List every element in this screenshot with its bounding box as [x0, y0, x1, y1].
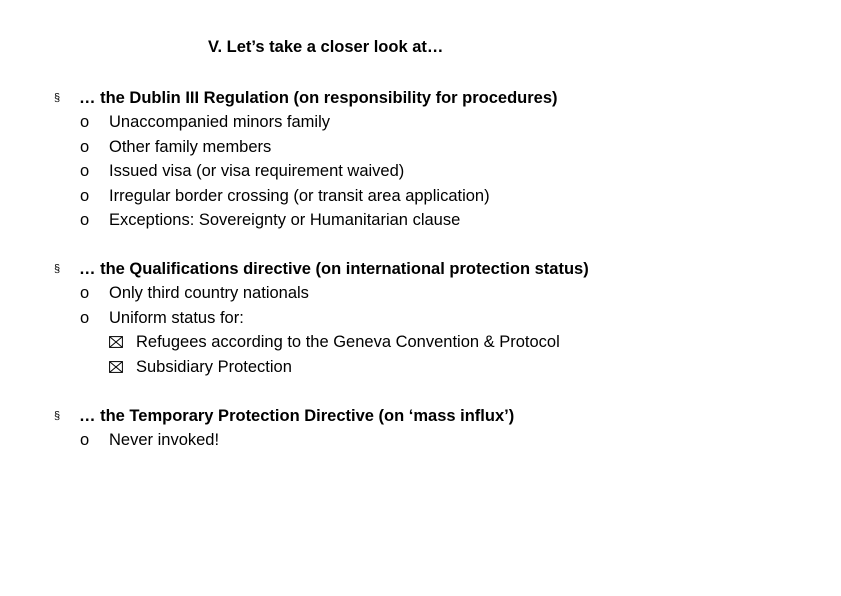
section-heading-row: [0, 404, 841, 428]
circle-bullet-icon: o: [80, 431, 90, 450]
list-item-text: Other family members: [109, 137, 272, 156]
boxed-x-icon: [109, 336, 123, 348]
section-heading-row: [0, 86, 841, 110]
square-bullet-icon: §: [54, 92, 61, 104]
section-dublin: [0, 86, 841, 232]
sub-list-item: [0, 355, 841, 379]
list-item: [0, 135, 841, 159]
circle-bullet-icon: o: [80, 113, 90, 132]
page-title: V. Let’s take a closer look at…: [208, 38, 444, 56]
list-item: [0, 184, 841, 208]
list-item-text: Issued visa (or visa requirement waived): [109, 162, 405, 181]
list-item: [0, 281, 841, 305]
square-bullet-icon: §: [54, 410, 61, 422]
list-item-text: Exceptions: Sovereignty or Humanitarian clause: [109, 210, 461, 229]
sub-list-item: [0, 330, 841, 354]
section-temporary-protection: [0, 404, 841, 453]
circle-bullet-icon: o: [80, 162, 90, 181]
circle-bullet-icon: o: [80, 210, 90, 229]
list-item-text: Unaccompanied minors family: [109, 113, 331, 132]
sub-list-item-text: Subsidiary Protection: [136, 357, 292, 376]
square-bullet-icon: §: [54, 263, 61, 275]
section-heading: … the Temporary Protection Directive (on ‘mass influx’): [79, 407, 515, 425]
list-item: [0, 306, 841, 330]
list-item-text: Only third country nationals: [109, 284, 309, 303]
list-item: [0, 159, 841, 183]
section-heading: … the Qualifications directive (on international protection status): [79, 260, 589, 278]
section-heading: … the Dublin III Regulation (on responsibility for procedures): [79, 89, 558, 107]
list-item-text: Never invoked!: [109, 431, 220, 450]
list-item: [0, 110, 841, 134]
boxed-x-icon: [109, 361, 123, 373]
sub-list-item-text: Refugees according to the Geneva Convention & Protocol: [136, 333, 560, 352]
circle-bullet-icon: o: [80, 284, 90, 303]
circle-bullet-icon: o: [80, 137, 90, 156]
list-item: [0, 428, 841, 452]
list-item: [0, 208, 841, 232]
circle-bullet-icon: o: [80, 308, 90, 327]
list-item-text: Uniform status for:: [109, 308, 244, 327]
section-heading-row: [0, 257, 841, 281]
circle-bullet-icon: o: [80, 186, 90, 205]
section-qualifications: [0, 257, 841, 379]
list-item-text: Irregular border crossing (or transit area application): [109, 186, 490, 205]
